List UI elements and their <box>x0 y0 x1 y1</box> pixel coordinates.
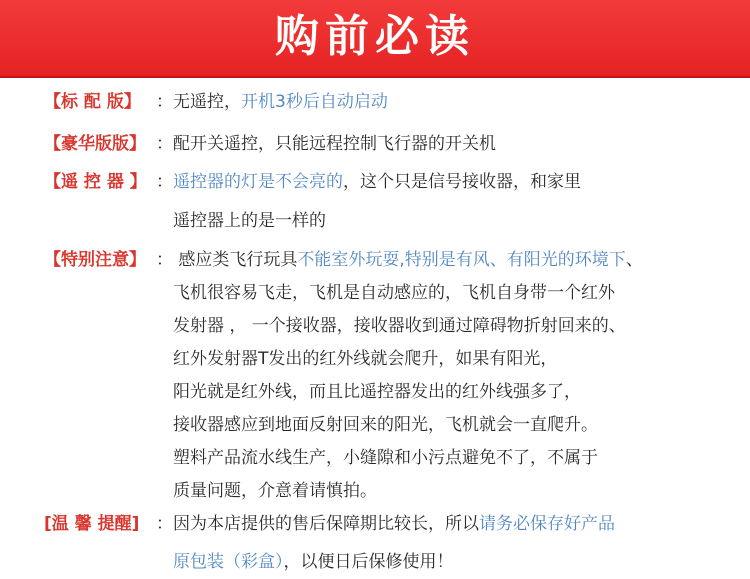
body-text: 飞机很容易飞走，飞机是自动感应的，飞机自身带一个红外 <box>173 283 615 303</box>
section-text <box>173 276 615 310</box>
section-label: 【豪华版版】 <box>44 134 146 154</box>
page-title: 购前必读 <box>275 11 475 62</box>
section-1-line-0 <box>0 127 750 161</box>
section-text <box>173 441 598 475</box>
highlight-text: 遥控器的灯是不会亮的 <box>173 172 343 192</box>
section-3-line-1 <box>0 276 750 310</box>
body-text: 发射器 ， 一个接收器，接收器收到通过障碍物折射回来的、 <box>173 316 626 336</box>
body-text: 遥控器上的是一样的 <box>173 211 326 231</box>
section-3-line-4 <box>0 375 750 409</box>
body-text: ： <box>156 172 173 192</box>
section-label: 【标 配 版】 <box>44 92 141 112</box>
section-text <box>156 507 615 541</box>
section-text <box>173 545 454 579</box>
section-3-line-6 <box>0 441 750 475</box>
section-3-line-7 <box>0 474 750 508</box>
body-text: ，以便日后保修使用！ <box>283 552 454 572</box>
section-3-line-5 <box>0 408 750 442</box>
body-text: 红外发射器T发出的红外线就会爬升，如果有阳光， <box>173 349 558 369</box>
section-text <box>156 85 388 119</box>
section-text <box>173 375 581 409</box>
body-text: 阳光就是红外线，而且比遥控器发出的红外线强多了， <box>173 382 581 402</box>
body-text: ：因为本店提供的售后保障期比较长，所以 <box>156 514 479 534</box>
body-text: 、 <box>625 250 643 270</box>
highlight-text: 原包装（彩盒） <box>173 552 284 572</box>
section-text <box>173 408 598 442</box>
section-label: 【特别注意】 <box>44 250 146 270</box>
section-3-line-2 <box>0 309 750 343</box>
section-text <box>173 204 326 238</box>
section-3-line-0 <box>0 243 750 277</box>
header-banner <box>0 0 750 78</box>
highlight-text: 不能室外玩耍,特别是有风、有阳光的环境下 <box>297 250 626 270</box>
section-label: [温 馨 提醒] <box>44 514 140 534</box>
section-4-line-0 <box>0 507 750 541</box>
body-text: 质量问题，介意着请慎拍。 <box>173 481 377 501</box>
section-text <box>173 309 626 343</box>
section-3-line-3 <box>0 342 750 376</box>
section-label: 【遥 控 器 】 <box>44 172 147 192</box>
highlight-text: 请务必保存好产品 <box>479 514 615 534</box>
section-text <box>173 474 377 508</box>
section-text <box>156 243 643 277</box>
section-text <box>156 127 496 161</box>
section-4-line-1 <box>0 545 750 579</box>
section-2-line-1 <box>0 204 750 238</box>
body-text: ：无遥控， <box>156 92 241 112</box>
body-text: ： 感应类飞行玩具 <box>156 250 298 270</box>
body-text: ：配开关遥控，只能远程控制飞行器的开关机 <box>156 134 496 154</box>
highlight-text: 开机3秒后自动启动 <box>241 92 388 112</box>
section-2-line-0 <box>0 165 750 199</box>
body-text: 塑料产品流水线生产，小缝隙和小污点避免不了，不属于 <box>173 448 598 468</box>
body-text: ，这个只是信号接收器，和家里 <box>343 172 581 192</box>
section-text <box>173 342 557 376</box>
section-0-line-0 <box>0 85 750 119</box>
body-text: 接收器感应到地面反射回来的阳光，飞机就会一直爬升。 <box>173 415 598 435</box>
section-text <box>156 165 581 199</box>
